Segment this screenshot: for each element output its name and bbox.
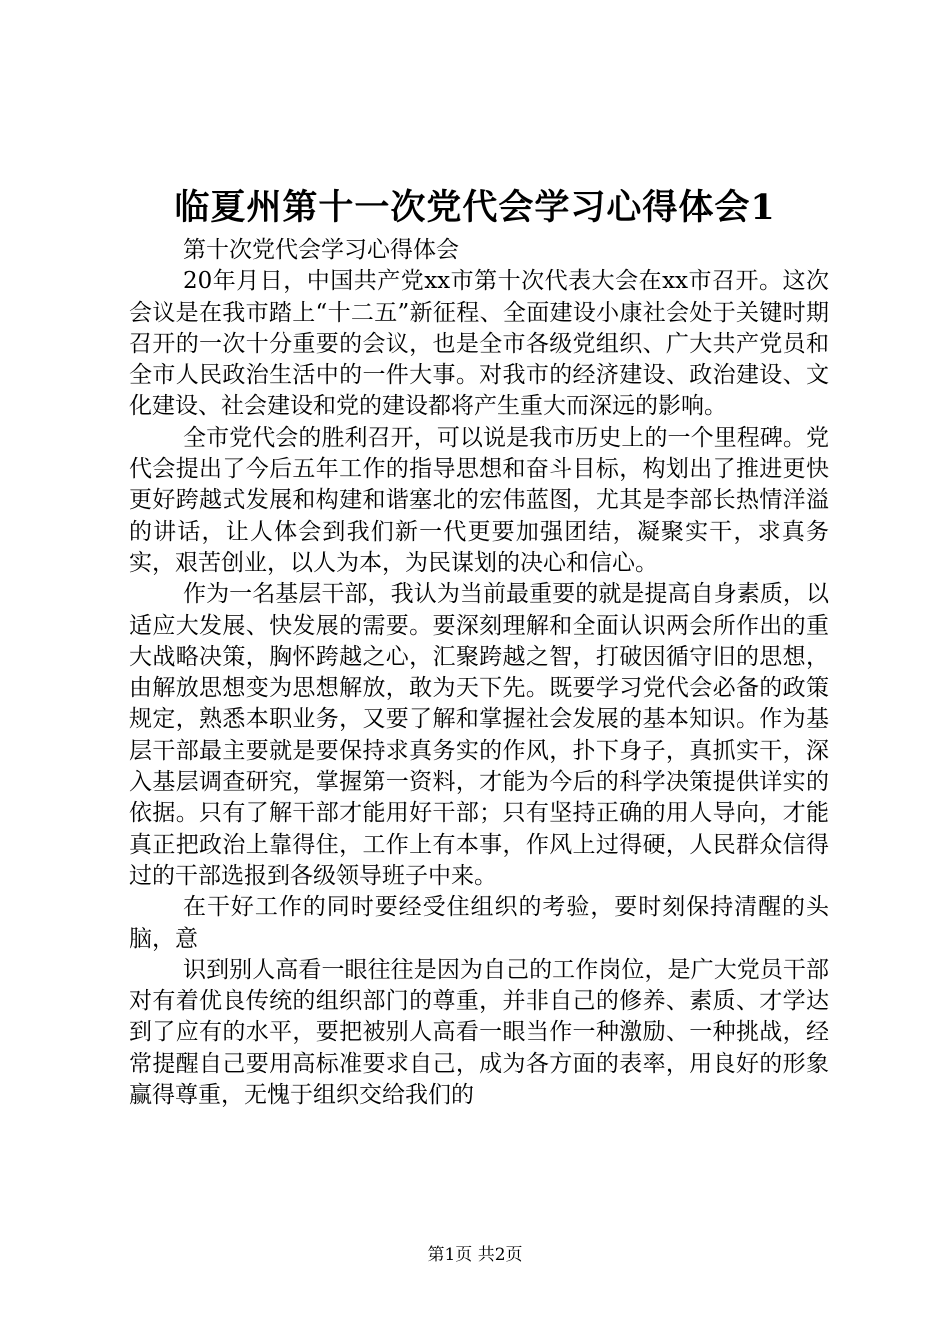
- paragraph: 全市党代会的胜利召开，可以说是我市历史上的一个里程碑。党代会提出了今后五年工作的指导思想和奋斗目标，构划出了推进更快更好跨越式发展和构建和谐塞北的宏伟蓝图，尤其是李部长热情洋溢的讲话，让人体会到我们新一代更要加强团结，凝聚实干，求真务实，艰苦创业，以人为本，为民谋划的决心和信心。: [129, 424, 829, 576]
- paragraph: 20年月日，中国共产党xx市第十次代表大会在xx市召开。这次会议是在我市踏上“十二五”新征程、全面建设小康社会处于关键时期召开的一次十分重要的会议，也是全市各级党组织、广大共产党员和全市人民政治生活中的一件大事。对我市的经济建设、政治建设、文化建设、社会建设和党的建设都将产生重大而深远的影响。: [129, 268, 829, 420]
- document-title: 临夏州第十一次党代会学习心得体会1: [174, 187, 776, 228]
- paragraph: 作为一名基层干部，我认为当前最重要的就是提高自身素质，以适应大发展、快发展的需要。要深刻理解和全面认识两会所作出的重大战略决策，胸怀跨越之心，汇聚跨越之智，打破因循守旧的思想，由解放思想变为思想解放，敢为天下先。既要学习党代会必备的政策规定，熟悉本职业务，又要了解和掌握社会发展的基本知识。作为基层干部最主要就是要保持求真务实的作风，扑下身子，真抓实干，深入基层调查研究，掌握第一资料，才能为今后的科学决策提供详实的依据。只有了解干部才能用好干部；只有坚持正确的用人导向，才能真正把政治上靠得住，工作上有本事，作风上过得硬，人民群众信得过的干部选报到各级领导班子中来。: [129, 581, 829, 889]
- paragraph: 识到别人高看一眼往往是因为自己的工作岗位，是广大党员干部对有着优良传统的组织部门的尊重，并非自己的修养、素质、才学达到了应有的水平，要把被别人高看一眼当作一种激励、一种挑战，经常提醒自己要用高标准要求自己，成为各方面的表率，用良好的形象赢得尊重，无愧于组织交给我们的: [129, 956, 829, 1109]
- paragraph: 在干好工作的同时要经受住组织的考验，要时刻保持清醒的头脑，意: [129, 894, 829, 952]
- page-number-footer: 第1页 共2页: [427, 1245, 523, 1265]
- document-body: [129, 235, 829, 1111]
- document-subtitle: 第十次党代会学习心得体会: [183, 237, 459, 263]
